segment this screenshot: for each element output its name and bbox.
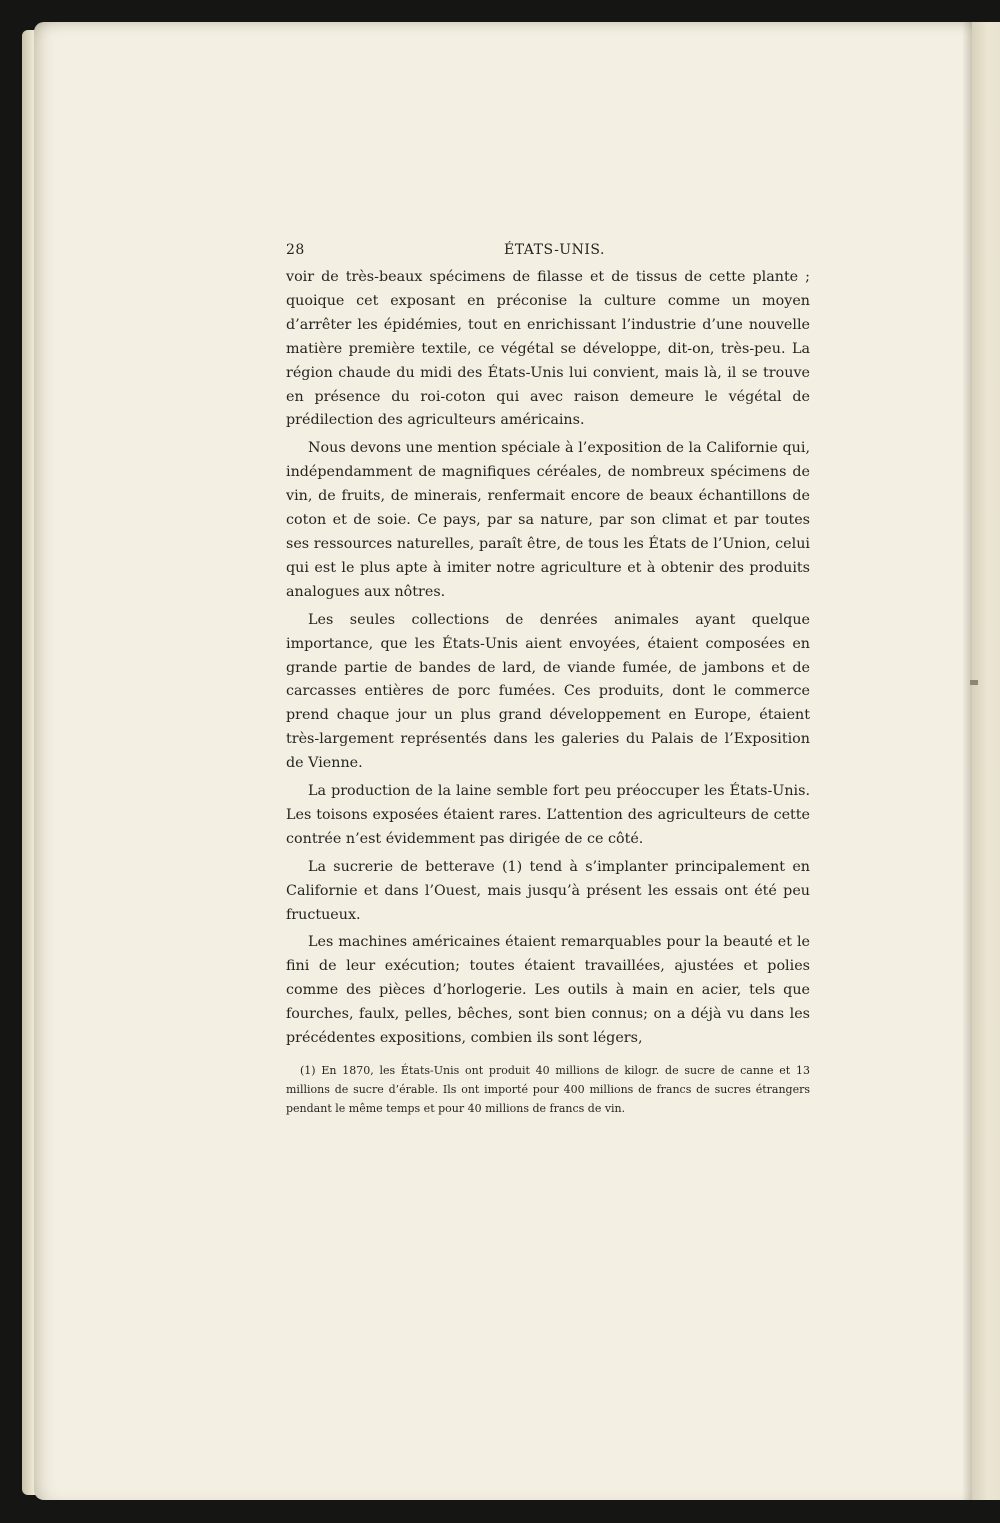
running-title: ÉTATS-UNIS.: [504, 242, 605, 258]
paragraph-wool: La production de la laine semble fort peu préoccuper les États-Unis. Les toisons exposées étaient rares. L’attention des agriculteurs de cette contrée n’est évidemment pas dirigée de ce côté.: [286, 783, 810, 847]
page-number: 28: [286, 242, 305, 258]
text-block: [286, 240, 810, 1129]
paragraph-california: Nous devons une mention spéciale à l’exposition de la Californie qui, indépendamment de magnifiques céréales, de nombreux spécimens de vin, de fruits, de minerais, renfermait encore de beaux échantillons de coton et de soie. Ce pays, par sa nature, par son climat et par toutes ses ressources naturelles, paraît être, de tous les États de l’Union, celui qui est le plus apte à imiter notre agriculture et à obtenir des produits analogues aux nôtres.: [286, 440, 810, 600]
paragraph-sugar-beet: La sucrerie de betterave (1) tend à s’implanter principalement en Californie et dans l’Ouest, mais jusqu’à présent les essais ont été peu fructueux.: [286, 858, 810, 923]
paragraph-animal-products: Les seules collections de denrées animales ayant quelque importance, que les États-Unis aient envoyées, étaient composées en grande partie de bandes de lard, de viande fumée, de jambons et de carcasses entières de porc fumées. Ces produits, dont le commerce prend chaque jour un plus grand développement en Europe, étaient très-largement représentés dans les galeries du Palais de l’Exposition de Vienne.: [286, 611, 810, 772]
page-margin-mark: [970, 680, 978, 685]
paragraph-machines: Les machines américaines étaient remarquables pour la beauté et le fini de leur exécution; toutes étaient travaillées, ajustées et polies comme des pièces d’horlogerie. Les outils à main en acier, tels que fourches, faulx, pelles, bêches, sont bien connus; on a déjà vu dans les précédentes expositions, combien ils sont légers,: [286, 934, 810, 1047]
running-head: [286, 240, 810, 266]
paragraph-continued: voir de très-beaux spécimens de filasse et de tissus de cette plante ; quoique cet exposant en préconise la culture comme un moyen d’arrêter les épidémies, tout en enrichissant l’industrie d’une nouvelle matière première textile, ce végétal se développe, dit-on, très-peu. La région chaude du midi des États-Unis lui convient, mais là, il se trouve en présence du roi-coton qui avec raison demeure le végétal de prédilection des agriculteurs américains.: [286, 269, 810, 429]
facing-page-edge: [972, 22, 1000, 1500]
body-text: [286, 266, 810, 1051]
footnote: (1) En 1870, les États-Unis ont produit 40 millions de kilogr. de sucre de canne et 13 millions de sucre d’érable. Ils ont importé pour 400 millions de francs de sucres étrangers pendant le même temps et pour 40 millions de francs de vin.: [286, 1064, 810, 1115]
